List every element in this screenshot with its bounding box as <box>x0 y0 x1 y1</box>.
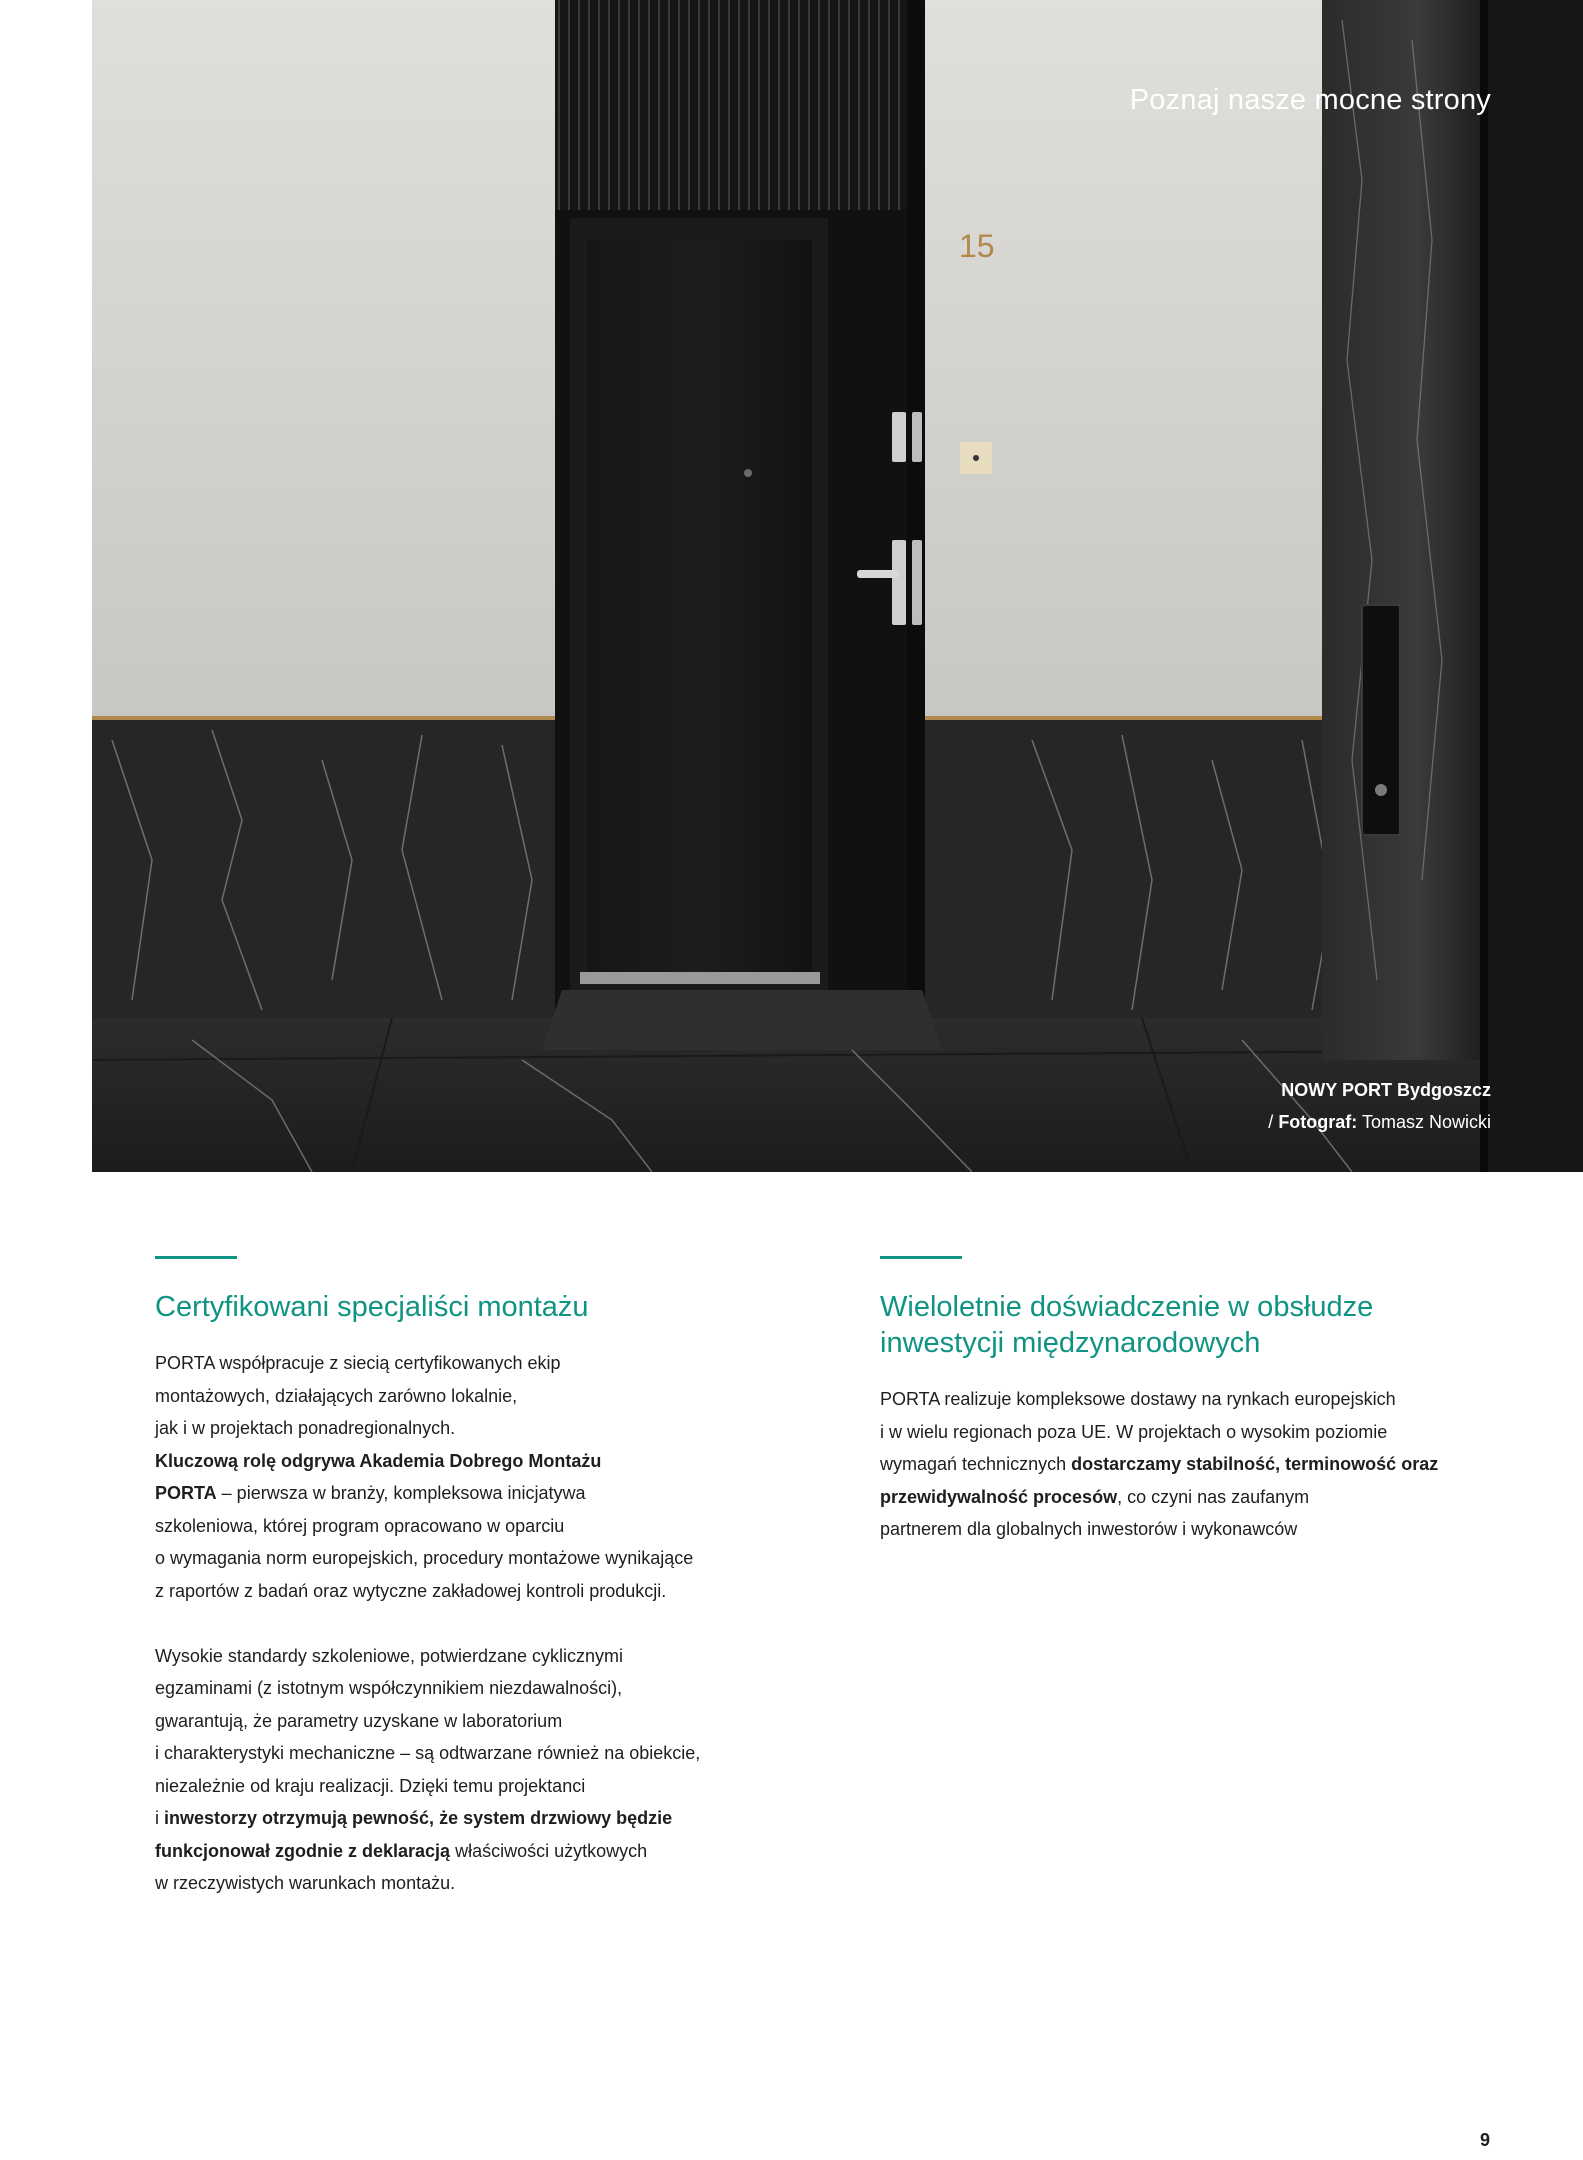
text-run: PORTA współpracuje z siecią certyfikowanych ekip <box>155 1353 561 1373</box>
bold-run: inwestorzy otrzymują pewność, że system drzwiowy będzie <box>164 1808 673 1828</box>
door-handle <box>892 540 906 625</box>
text-run: jak i w projektach ponadregionalnych. <box>155 1418 456 1438</box>
text-line <box>155 1445 775 1478</box>
marble-pillar <box>1322 0 1482 1060</box>
threshold <box>580 972 820 984</box>
text-line <box>880 1416 1500 1449</box>
paragraph <box>155 1347 775 1607</box>
text-line <box>155 1737 775 1770</box>
text-run: i <box>155 1808 164 1828</box>
text-run: partnerem dla globalnych inwestorów i wykonawców <box>880 1519 1298 1539</box>
bold-run: funkcjonował zgodnie z deklaracją <box>155 1840 451 1861</box>
text-line <box>155 1542 775 1575</box>
bold-run: PORTA <box>155 1483 217 1503</box>
paragraph <box>155 1640 775 1900</box>
text-run: właściwości użytkowych <box>450 1840 648 1861</box>
section-heading-international-experience <box>880 1289 1500 1361</box>
text-line <box>880 1448 1500 1481</box>
text-line <box>155 1672 775 1705</box>
credit-photographer-name: Tomasz Nowicki <box>1357 1112 1491 1132</box>
left-body-text <box>155 1347 775 1900</box>
bold-run: przewidywalność procesów <box>880 1486 1118 1507</box>
heading-line: Wieloletnie doświadczenie w obsłudze <box>880 1291 1374 1323</box>
paragraph <box>880 1383 1500 1546</box>
text-line <box>155 1510 775 1543</box>
text-run: z raportów z badań oraz wytyczne zakładowej kontroli produkcji. <box>155 1580 667 1601</box>
text-line <box>880 1513 1500 1546</box>
intercom-panel <box>1362 605 1400 835</box>
text-line <box>155 1867 775 1900</box>
left-column <box>155 1256 775 1900</box>
bold-run: dostarczamy stabilność, terminowość oraz <box>1071 1454 1439 1474</box>
right-body-text <box>880 1383 1500 1546</box>
accent-rule <box>880 1256 962 1259</box>
apartment-number: 15 <box>959 228 995 264</box>
credit-separator: / <box>1268 1112 1279 1132</box>
text-run: egzaminami (z istotnym współczynnikiem niezdawalności), <box>155 1678 623 1698</box>
text-run: i charakterystyki mechaniczne – są odtwarzane również na obiekcie, <box>155 1743 701 1763</box>
photo-credit-photographer <box>1268 1112 1491 1133</box>
text-line <box>155 1770 775 1803</box>
text-line <box>155 1477 775 1510</box>
text-run: niezależnie od kraju realizacji. Dzięki temu projektanci <box>155 1775 586 1796</box>
text-line <box>155 1412 775 1445</box>
text-line <box>155 1705 775 1738</box>
photo-credit-project: NOWY PORT Bydgoszcz <box>1281 1080 1491 1100</box>
text-run: PORTA realizuje kompleksowe dostawy na rynkach europejskich <box>880 1389 1396 1409</box>
peephole <box>744 469 752 477</box>
text-run: wymagań technicznych <box>880 1454 1072 1474</box>
text-run: Wysokie standardy szkoleniowe, potwierdzane cyklicznymi <box>155 1645 624 1666</box>
doormat <box>542 990 942 1050</box>
accent-rule <box>155 1256 237 1259</box>
right-column <box>880 1256 1500 1546</box>
text-run: o wymagania norm europejskich, procedury montażowe wynikające <box>155 1548 694 1568</box>
text-line <box>880 1383 1500 1416</box>
text-line <box>155 1347 775 1380</box>
text-run: szkoleniowa, której program opracowano w oparciu <box>155 1515 565 1536</box>
bold-run: Kluczową rolę odgrywa Akademia Dobrego Montażu <box>155 1450 602 1471</box>
hero-photo <box>92 0 1583 1172</box>
section-heading-certified-installers: Certyfikowani specjaliści montażu <box>155 1291 589 1323</box>
text-line <box>155 1380 775 1413</box>
text-line <box>155 1640 775 1673</box>
hero-tagline: Poznaj nasze mocne strony <box>1129 84 1491 116</box>
text-run: w rzeczywistych warunkach montażu. <box>155 1873 456 1893</box>
door-leaf <box>587 240 812 975</box>
slatted-panel <box>555 0 907 215</box>
page-number: 9 <box>1479 2130 1490 2150</box>
upper-lock <box>892 412 906 462</box>
text-line <box>155 1802 775 1835</box>
text-line <box>880 1481 1500 1514</box>
text-run: , co czyni nas zaufanym <box>1117 1486 1310 1507</box>
text-run: – pierwsza w branży, kompleksowa inicjatywa <box>216 1483 586 1503</box>
text-run: montażowych, działających zarówno lokalnie, <box>155 1385 518 1406</box>
heading-line: inwestycji międzynarodowych <box>880 1327 1261 1359</box>
text-line <box>155 1835 775 1868</box>
door-photo-illustration <box>92 0 1583 1172</box>
credit-photographer-label: Fotograf: <box>1278 1112 1358 1132</box>
text-line <box>155 1575 775 1608</box>
text-run: gwarantują, że parametry uzyskane w laboratorium <box>155 1710 563 1731</box>
text-run: i w wielu regionach poza UE. W projektach o wysokim poziomie <box>880 1421 1388 1442</box>
